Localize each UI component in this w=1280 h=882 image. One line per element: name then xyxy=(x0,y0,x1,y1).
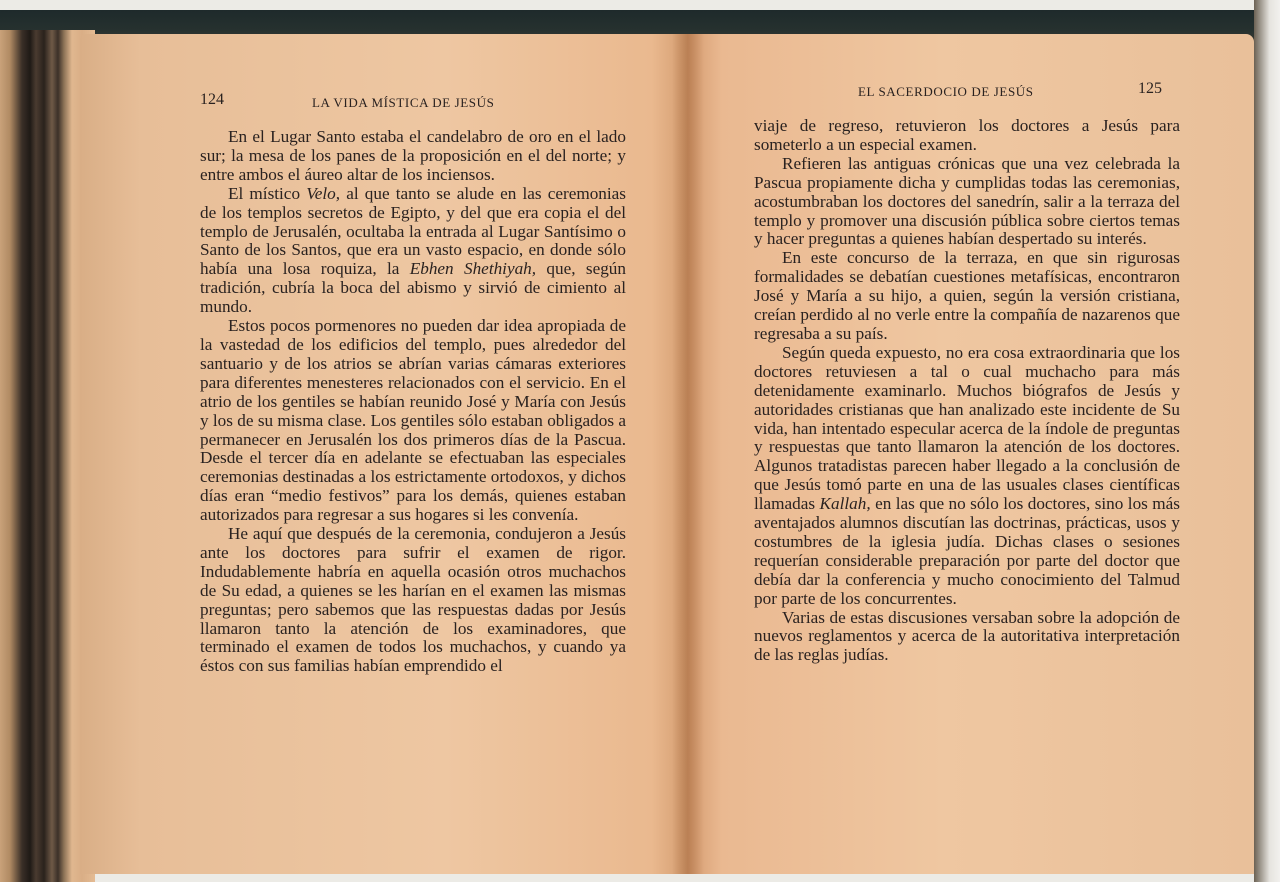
paragraph xyxy=(754,155,1180,250)
page-number-left: 124 xyxy=(200,91,224,108)
paragraph xyxy=(200,185,626,317)
paragraph xyxy=(200,128,626,185)
paragraph xyxy=(200,317,626,525)
text-run: en las que no sólo los doctores, sino los más aventajados alumnos discutían las doctrinas, prácticas, usos y costumbres de la iglesia judía. Dichas clases o sesiones requerían considerable preparación por parte del doctor que debía dar la conferencia y mucho conocimiento del Talmud por parte de los concurrentes. xyxy=(754,494,1180,608)
text-run: Según queda expuesto, no era cosa extraordinaria que los doctores retuviesen a tal o cual muchacho para más detenidamente examinarlo. Muchos biógrafos de Jesús y autoridades cristianas que han analizado este incidente de Su vida, han intentado especular acerca de la índole de preguntas y respuestas que tanto llamaron la atención de los doctores. Algunos tratadistas parecen haber llegado a la conclusión de que Jesús tomó parte en una de las usuales clases científicas llamadas xyxy=(754,342,1180,514)
italic-term-velo: Velo, xyxy=(306,183,341,203)
left-page-body xyxy=(200,128,626,676)
text-run: Varias de estas discusiones versaban sobre la adopción de nuevos reglamentos y acerca de la autoritativa interpretación de las reglas judías. xyxy=(754,607,1180,665)
paragraph xyxy=(754,609,1180,666)
text-run: He aquí que después de la ceremonia, condujeron a Jesús ante los doctores para sufrir el examen de rigor. Indudablemente habría en aquella ocasión otros muchachos de Su edad, a quienes se les harían en el examen las mismas preguntas; pero sabemos que las respuestas dadas por Jesús llamaron tanto la atención de los examinadores, que terminado el examen de todos los muchachos, y cuando ya éstos con sus familias habían emprendido el xyxy=(200,524,626,676)
text-run: En el Lugar Santo estaba el candelabro de oro en el lado sur; la mesa de los panes de la proposición en el del norte; y entre ambos el áureo altar de los inciensos. xyxy=(200,127,626,184)
book-gutter xyxy=(672,34,704,874)
italic-term-ebhen-shethiyah: Ebhen Shethiyah, xyxy=(409,259,537,279)
paragraph xyxy=(754,344,1180,609)
text-run: En este concurso de la terraza, en que sin rigurosas formalidades se debatían cuestiones metafísicas, encontraron José y María a su hijo, a quien, según la versión cristiana, creían perdido al no verle entre la compañía de nazarenos que regresaba a su país. xyxy=(754,248,1180,343)
running-head-left: LA VIDA MÍSTICA DE JESÚS xyxy=(312,95,495,110)
page-edge-right xyxy=(1254,0,1280,882)
paragraph-continued xyxy=(754,117,1180,155)
text-run: al que tanto se alude en las ceremonias de los templos secretos de Egipto, y del que era copia el del templo de Jerusalén, ocultaba la entrada al Lugar Santísimo o Santo de los Santos, que era un vasto espacio, en donde sólo había una losa roquiza, la xyxy=(200,183,626,279)
paragraph xyxy=(754,249,1180,344)
paragraph xyxy=(200,525,626,676)
text-run: El místico xyxy=(228,183,307,203)
running-head-right: EL SACERDOCIO DE JESÚS xyxy=(858,84,1034,99)
page-number-right: 125 xyxy=(1138,80,1162,97)
text-run: Refieren las antiguas crónicas que una vez celebrada la Pascua propiamente dicha y cumplidas todas las ceremonias, acostumbraban los doctores del sanedrín, salir a la terraza del templo y promover una discusión pública sobre ciertos temas y hacer preguntas a quienes habían despertado su interés. xyxy=(754,153,1180,249)
italic-term-kallah: Kallah, xyxy=(819,494,871,514)
right-page-body xyxy=(754,117,1180,665)
text-run: que, según tradición, cubría la boca del abismo y sirvió de cimiento al mundo. xyxy=(200,259,626,317)
text-run: viaje de regreso, retuvieron los doctores a Jesús para someterlo a un especial examen. xyxy=(754,116,1180,154)
text-run: Estos pocos pormenores no pueden dar idea apropiada de la vastedad de los edificios del templo, pues alrededor del santuario y de los atrios se abrían varias cámaras exteriores para diferentes menesteres relacionados con el servicio. En el atrio de los gentiles se habían reunido José y María con Jesús y los de su misma clase. Los gentiles sólo estaban obligados a permanecer en Jerusalén los dos primeros días de la Pascua. Desde el tercer día en adelante se efectuaban las especiales ceremonias destinadas a los estrictamente ortodoxos, y dichos días eran “medio festivos” para los demás, quienes estaban autorizados para regresar a sus hogares si les convenía. xyxy=(200,316,626,525)
